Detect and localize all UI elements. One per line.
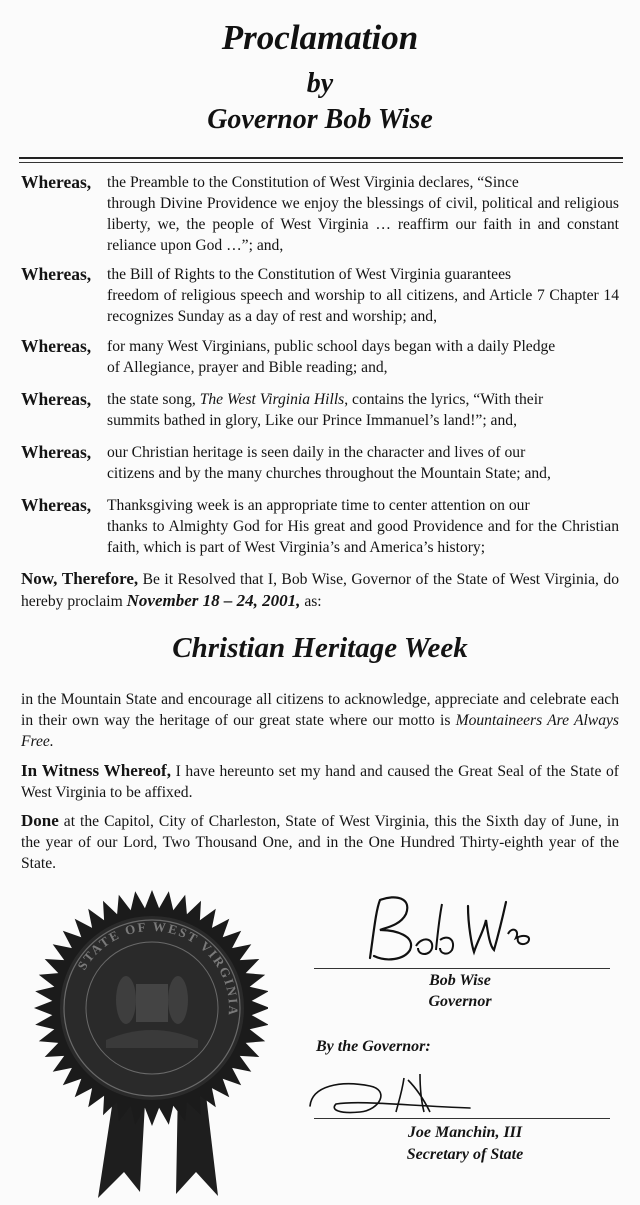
week-title: Christian Heritage Week — [172, 632, 468, 664]
whereas-label: Whereas, — [21, 495, 92, 515]
song-title: The West Virginia Hills — [199, 391, 345, 408]
mountain-text: in the Mountain State and encourage all citizens to acknowledge, appreciate and celebrate each in their own way the heritage of our great state where our motto is — [21, 691, 619, 729]
whereas-paragraph-2 — [21, 264, 619, 327]
whereas-text-rest: through Divine Providence we enjoy the blessings of civil, political and religious liberty, we, the people of West Virginia … reaffirm our faith in and constant reliance upon God …”; and, — [107, 195, 619, 254]
whereas-text-first: the Preamble to the Constitution of West Virginia declares, “Since — [107, 174, 519, 191]
header-rule-bottom — [19, 162, 623, 163]
resolution-paragraph — [21, 568, 619, 612]
by-the-governor: By the Governor: — [316, 1038, 431, 1055]
resolution-tail: as: — [300, 593, 322, 610]
resolution-lead: Now, Therefore, — [21, 569, 139, 588]
whereas-label: Whereas, — [21, 336, 92, 356]
proclamation-dates: November 18 – 24, 2001, — [126, 591, 301, 610]
whereas-text-first: our Christian heritage is seen daily in the character and lives of our — [107, 444, 526, 461]
header-rule-top — [19, 157, 623, 159]
secretary-name: Joe Manchin, III — [407, 1124, 523, 1141]
whereas-paragraph-5 — [21, 442, 619, 484]
whereas-text-rest: thanks to Almighty God for His great and good Providence and for the Christian faith, which is part of West Virginia’s and America’s history; — [107, 518, 619, 556]
done-paragraph — [21, 810, 619, 874]
whereas-text-rest: citizens and by the many churches throughout the Mountain State; and, — [107, 465, 551, 482]
whereas-label: Whereas, — [21, 264, 92, 284]
whereas-text-rest: of Allegiance, prayer and Bible reading; and, — [107, 359, 388, 376]
whereas-text-first: the Bill of Rights to the Constitution of West Virginia guarantees — [107, 266, 512, 283]
done-text: at the Capitol, City of Charleston, State of West Virginia, this the Sixth day of June, in the year of our Lord, Two Thousand One, and in the One Hundred Thirty-eighth year of the State. — [21, 813, 619, 872]
governor-signature-line — [314, 968, 610, 969]
witness-paragraph — [21, 760, 619, 803]
proclamation-title: Proclamation — [221, 18, 419, 57]
done-lead: Done — [21, 811, 59, 830]
governor-signature-icon — [356, 890, 546, 970]
witness-text: I have hereunto set my hand and caused the Great Seal of the State of West Virginia to be affixed. — [21, 763, 619, 801]
resolution-text: Be it Resolved that I, Bob Wise, Governor of the State of West Virginia, do hereby proclaim — [21, 571, 619, 610]
whereas-paragraph-6 — [21, 495, 619, 558]
whereas-label: Whereas, — [21, 389, 92, 409]
governor-title: Governor — [428, 993, 492, 1010]
secretary-title: Secretary of State — [406, 1146, 524, 1163]
whereas-paragraph-3 — [21, 336, 619, 378]
whereas-paragraph-4 — [21, 389, 619, 431]
whereas-text-rest: freedom of religious speech and worship to all citizens, and Article 7 Chapter 14 recognizes Sunday as a day of rest and worship; and, — [107, 287, 619, 325]
whereas-label: Whereas, — [21, 172, 92, 192]
secretary-signature-line — [314, 1118, 610, 1119]
great-seal-icon — [28, 880, 268, 1200]
whereas-label: Whereas, — [21, 442, 92, 462]
secretary-signature-icon — [300, 1066, 490, 1126]
title-governor: Governor Bob Wise — [207, 104, 433, 135]
svg-text:STATE OF WEST VIRGINIA: STATE OF WEST VIRGINIA — [74, 918, 242, 1018]
witness-lead: In Witness Whereof, — [21, 761, 171, 780]
whereas-text-first: the state song, The West Virginia Hills, contains the lyrics, “With their — [107, 391, 544, 408]
whereas-text-first: Thanksgiving week is an appropriate time to center attention on our — [107, 497, 530, 514]
whereas-text-rest: summits bathed in glory, Like our Prince Immanuel’s land!”; and, — [107, 412, 517, 429]
title-by: by — [306, 68, 334, 99]
whereas-text-first: for many West Virginians, public school days began with a daily Pledge — [107, 338, 556, 355]
mountain-paragraph — [21, 689, 619, 752]
governor-name: Bob Wise — [429, 972, 491, 989]
whereas-paragraph-1 — [21, 172, 619, 256]
state-motto: Mountaineers Are Always Free. — [21, 712, 619, 750]
